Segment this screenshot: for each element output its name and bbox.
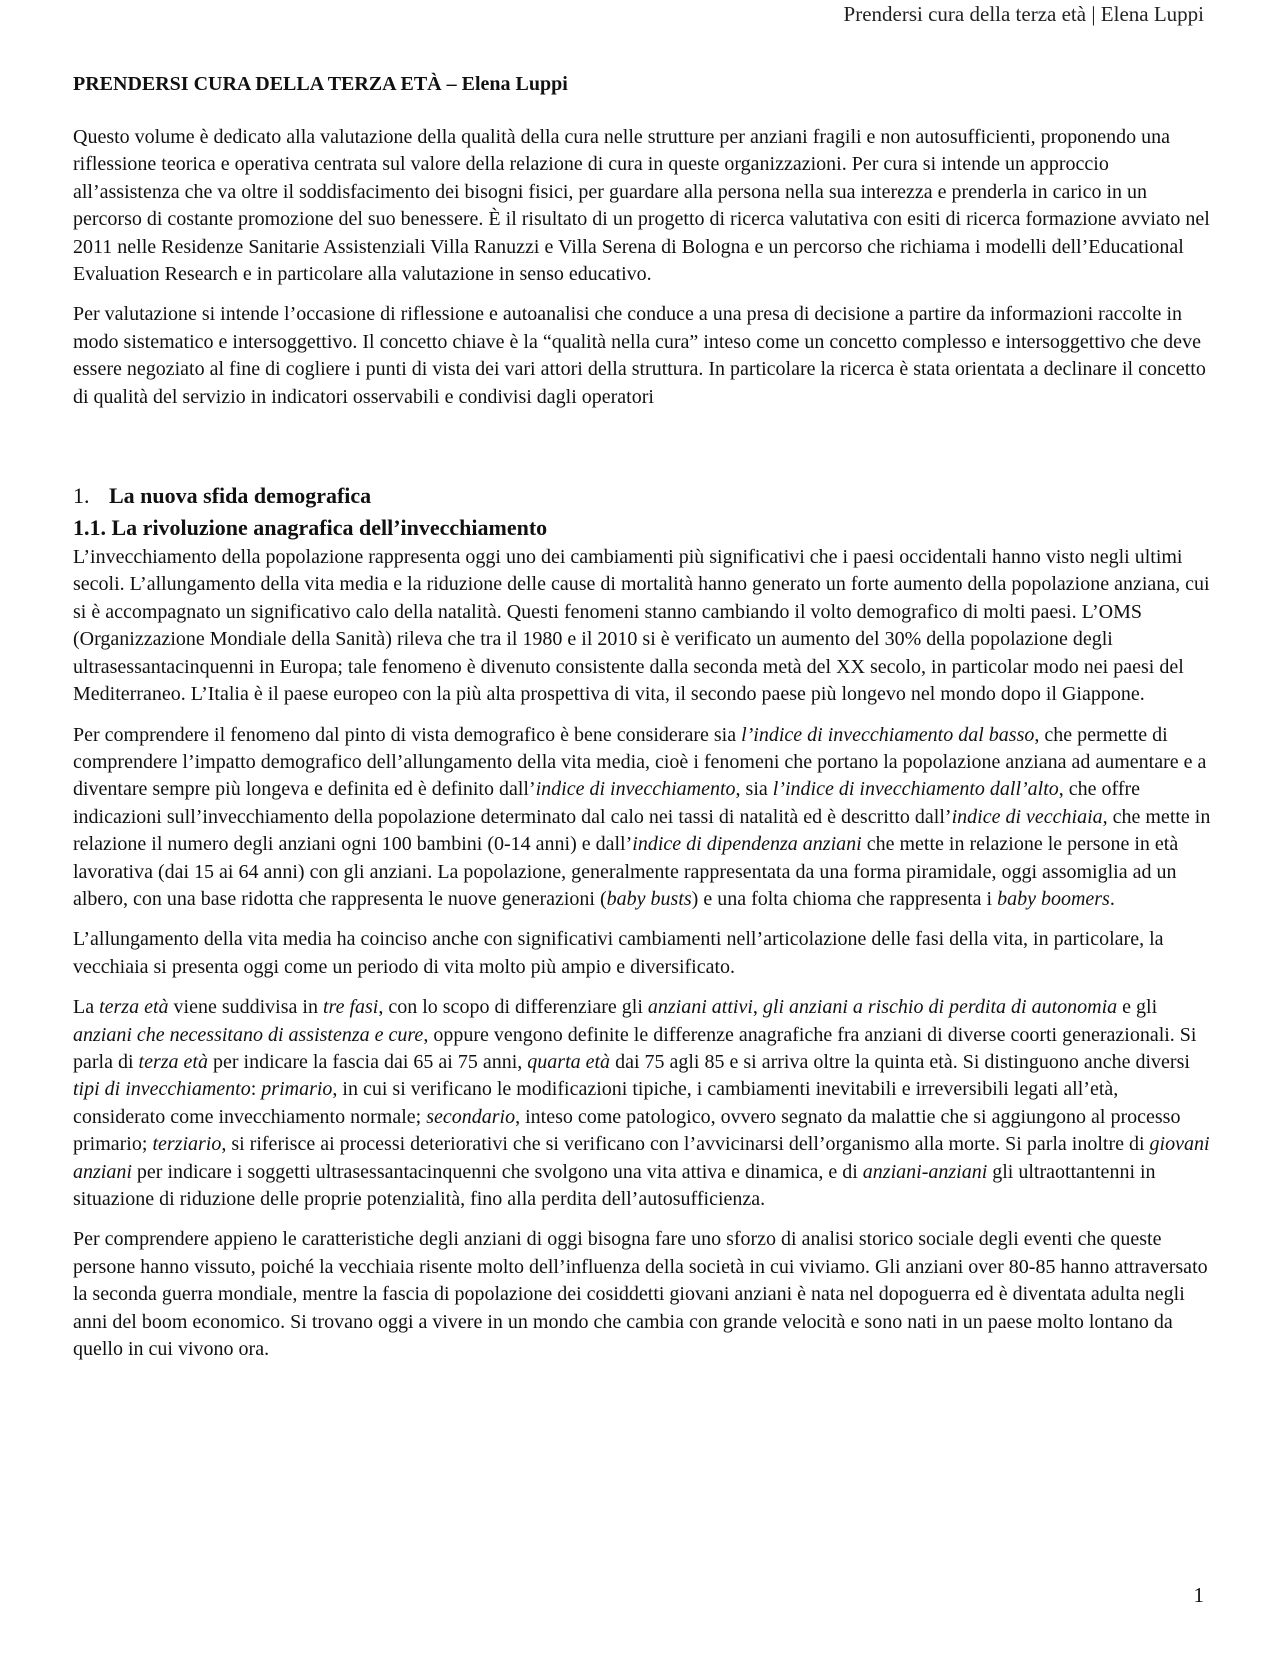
text-run: ) e una folta chioma che rappresenta i [691, 887, 998, 910]
section-heading-1 [73, 480, 1213, 512]
emphasis-term: baby boomers [997, 887, 1110, 910]
emphasis-term: anziani che necessitano di assistenza e cure [73, 1023, 424, 1046]
intro-paragraph-2: Per valutazione si intende l’occasione di riflessione e autoanalisi che conduce a una presa di decisione a partire da informazioni raccolte in modo sistematico e intersoggettivo. Il concetto chiave è la “qualità nella cura” inteso come un concetto complesso e intersoggettivo che deve essere negoziato al fine di cogliere i punti di vista dei vari attori della struttura. In particolare la ricerca è stata orientata a declinare il concetto di qualità del servizio in indicatori osservabili e condivisi dagli operatori [73, 303, 1206, 408]
body-paragraph-2 [73, 722, 1213, 914]
text-run: , in cui si verificano le modificazioni tipiche, i cambiamenti inevitabili e irreversibili legati all’età, considerato come invecchiamento normale; [73, 1078, 1119, 1128]
emphasis-term: anziani-anziani [862, 1160, 988, 1183]
text-run: , che mette in relazione il numero degli anziani ogni 100 bambini (0-14 anni) e dall’ [73, 805, 1211, 856]
text-run: che mette in relazione le persone in età lavorativa (dai 15 ai 64 anni) con gli anziani. La popolazione, generalmente rappresentata da una forma piramidale, oggi assomiglia ad un albero, con una base ridotta che rappresenta le nuove generazioni ( [73, 833, 1179, 910]
body-paragraph-3: L’allungamento della vita media ha coinciso anche con significativi cambiamenti nell’articolazione delle fasi della vita, in particolare, la vecchiaia si presenta oggi come un periodo di vita molto più ampio e diversificato. [73, 928, 1164, 978]
document-body [73, 70, 1213, 1376]
page-number: 1 [1193, 1583, 1204, 1607]
text-run: , che offre indicazioni sull’invecchiamento della popolazione determinato dal calo nei tassi di natalità ed è descritto dall’ [73, 778, 1141, 828]
emphasis-term: baby busts [606, 887, 692, 910]
text-run: , che permette di comprendere l’impatto demografico dell’allungamento della vita media, cioè i fenomeni che portano la popolazione anziana ad aumentare e a diventare sempre più longeva e definita ed è definito dall’ [73, 723, 1207, 801]
body-paragraph-5: Per comprendere appieno le caratteristiche degli anziani di oggi bisogna fare uno sforzo di analisi storico sociale degli eventi che queste persone hanno vissuto, poiché la vecchiaia risente molto dell’influenza della società in cui viviamo. Gli anziani over 80-85 hanno attraversato la seconda guerra mondiale, mentre la fascia di popolazione dei cosiddetti giovani anziani è nata nel dopoguerra ed è diventata adulta negli anni del boom economico. Si trovano oggi a vivere in un mondo che cambia con grande velocità e sono nati in un paese molto lontano da quello in cui vivono ora. [73, 1228, 1208, 1361]
text-run: . [1109, 887, 1115, 910]
emphasis-term: giovani anziani [73, 1133, 1210, 1183]
emphasis-term: quarta età [527, 1050, 611, 1073]
section-spacer [73, 424, 1213, 480]
emphasis-term: anziani attivi [647, 996, 753, 1019]
text-run: La [73, 996, 100, 1019]
emphasis-term: l’indice di invecchiamento dall’alto [772, 778, 1059, 801]
text-run: per indicare i soggetti ultrasessantacinquenni che svolgono una vita attiva e dinamica, e di [131, 1160, 863, 1183]
emphasis-term: secondario [426, 1105, 516, 1128]
emphasis-term: terza età [99, 996, 169, 1019]
text-run: e gli [1117, 996, 1158, 1019]
text-run: viene suddivisa in [168, 996, 323, 1019]
emphasis-term: gli anziani a rischio di perdita di autonomia [762, 996, 1118, 1019]
emphasis-term: l’indice di invecchiamento dal basso [741, 723, 1035, 746]
emphasis-term: indice di invecchiamento [535, 778, 736, 801]
subsection-heading-1-1: 1.1. La rivoluzione anagrafica dell’invecchiamento [73, 515, 548, 541]
body-paragraph-1: L’invecchiamento della popolazione rappresenta oggi uno dei cambiamenti più significativi che i paesi occidentali hanno visto negli ultimi secoli. L’allungamento della vita media e la riduzione delle cause di mortalità hanno generato un forte aumento della popolazione anziana, cui si è accompagnato un significativo calo della natalità. Questi fenomeni stanno cambiando il volto demografico di molti paesi. L’OMS (Organizzazione Mondiale della Sanità) rileva che tra il 1980 e il 2010 si è verificato un aumento del 30% della popolazione degli ultrasessantacinquenni in Europa; tale fenomeno è divenuto consistente dalla seconda metà del XX secolo, in particolar modo nei paesi del Mediterraneo. L’Italia è il paese europeo con la più alta prospettiva di vita, il secondo paese più longevo nel mondo dopo il Giappone. [73, 546, 1210, 706]
text-run: dai 75 agli 85 e si arriva oltre la quinta età. Si distinguono anche diversi [610, 1050, 1190, 1073]
text-run: : [250, 1078, 262, 1101]
text-run: Per comprendere il fenomeno dal pinto di vista demografico è bene considerare sia [73, 723, 742, 746]
emphasis-term: indice di dipendenza anziani [632, 833, 862, 856]
text-run: gli ultraottantenni in situazione di riduzione delle proprie potenzialità, fino alla perdita dell’autosufficienza. [73, 1160, 1156, 1210]
emphasis-term: terziario [152, 1133, 222, 1156]
body-paragraph-4 [73, 994, 1213, 1213]
text-run: , con lo scopo di differenziare gli [378, 996, 648, 1019]
text-run: , oppure vengono definite le differenze anagrafiche fra anziani di diverse coorti generazionali. Si parla di [73, 1023, 1197, 1073]
text-run: , [752, 996, 763, 1019]
text-run: , inteso come patologico, ovvero segnato da malattie che si aggiungono al processo primario; [73, 1105, 1181, 1156]
section-title: La nuova sfida demografica [109, 483, 372, 509]
intro-paragraph-1: Questo volume è dedicato alla valutazione della qualità della cura nelle strutture per anziani fragili e non autosufficienti, proponendo una riflessione teorica e operativa centrata sul valore della relazione di cura in queste organizzazioni. Per cura si intende un approccio all’assistenza che va oltre il soddisfacimento dei bisogni fisici, per guardare alla persona nella sua interezza e prenderla in carico in un percorso di costante promozione del suo benessere. È il risultato di un progetto di ricerca valutativa con esiti di ricerca formazione avviato nel 2011 nelle Residenze Sanitarie Assistenziali Villa Ranuzzi e Villa Serena di Bologna e un percorso che richiama i modelli dell’Educational Evaluation Research e in particolare alla valutazione in senso educativo. [73, 126, 1210, 286]
document-title: PRENDERSI CURA DELLA TERZA ETÀ – Elena Luppi [73, 73, 568, 95]
emphasis-term: tre fasi [322, 996, 379, 1019]
text-run: per indicare la fascia dai 65 ai 75 anni, [207, 1050, 528, 1073]
emphasis-term: indice di vecchiaia [951, 805, 1103, 828]
running-header: Prendersi cura della terza età | Elena Luppi [843, 2, 1204, 26]
text-run: , si riferisce ai processi deteriorativi che si verificano con l’avvicinarsi dell’organismo alla morte. Si parla inoltre di [221, 1133, 1150, 1156]
emphasis-term: primario [261, 1078, 333, 1101]
emphasis-term: tipi di invecchiamento [73, 1078, 251, 1101]
section-number: 1. [73, 483, 90, 509]
emphasis-term: terza età [138, 1050, 208, 1073]
text-run: , sia [735, 778, 773, 801]
